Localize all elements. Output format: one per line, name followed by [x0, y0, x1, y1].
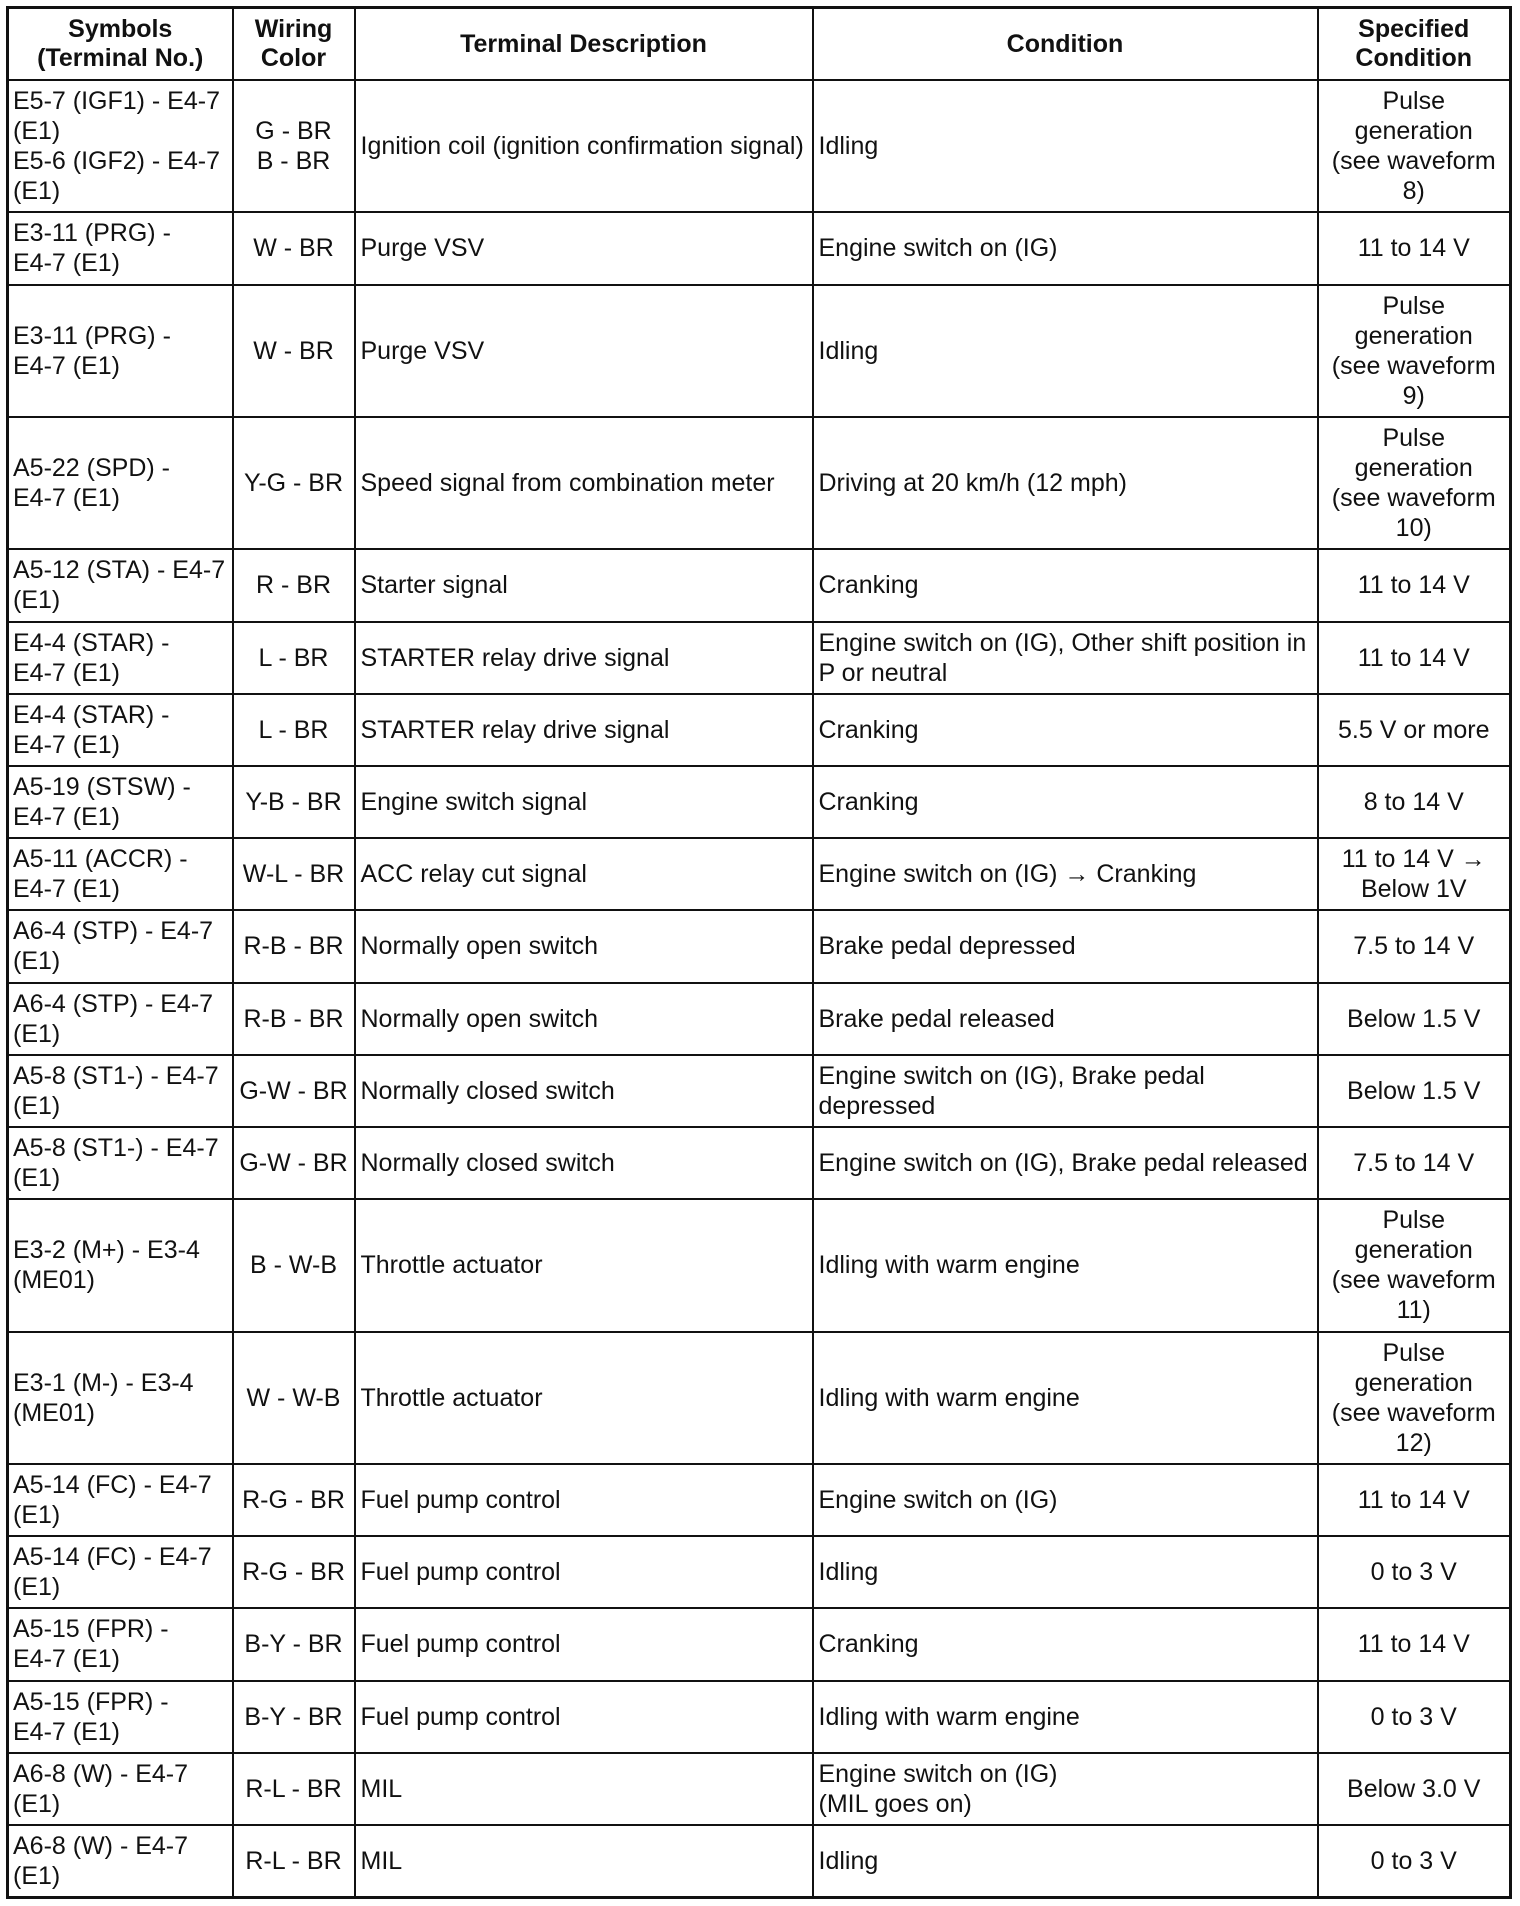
row-terminal-description: Normally open switch [355, 910, 813, 982]
table-row [8, 1753, 1511, 1825]
row-terminal-description: ACC relay cut signal [355, 838, 813, 910]
row-terminal-description: Throttle actuator [355, 1332, 813, 1464]
table-row [8, 80, 1511, 212]
row-symbol: A5-15 (FPR) - E4-7 (E1) [8, 1608, 233, 1680]
row-wiring-color: B-Y - BR [233, 1608, 355, 1680]
row-wiring-color: G-W - BR [233, 1055, 355, 1127]
table-row [8, 1681, 1511, 1753]
row-specified-condition: 0 to 3 V [1318, 1536, 1511, 1608]
row-wiring-color: W - BR [233, 285, 355, 417]
row-wiring-color: G - BR B - BR [233, 80, 355, 212]
header-specified-condition: Specified Condition [1318, 8, 1511, 81]
header-wiring-color: Wiring Color [233, 8, 355, 81]
row-terminal-description: Purge VSV [355, 212, 813, 284]
row-wiring-color: B - W-B [233, 1199, 355, 1331]
row-symbol: A6-8 (W) - E4-7 (E1) [8, 1753, 233, 1825]
row-wiring-color: Y-B - BR [233, 766, 355, 838]
row-specified-condition: 11 to 14 V [1318, 549, 1511, 621]
row-condition: Engine switch on (IG), Brake pedal released [813, 1127, 1318, 1199]
row-wiring-color: R-G - BR [233, 1464, 355, 1536]
row-condition: Engine switch on (IG) → Cranking [813, 838, 1318, 910]
row-symbol: A5-8 (ST1-) - E4-7 (E1) [8, 1127, 233, 1199]
row-terminal-description: Fuel pump control [355, 1608, 813, 1680]
row-symbol: E5-7 (IGF1) - E4-7 (E1) E5-6 (IGF2) - E4-7 (E1) [8, 80, 233, 212]
row-wiring-color: W - BR [233, 212, 355, 284]
row-specified-condition: 11 to 14 V [1318, 212, 1511, 284]
row-condition: Engine switch on (IG), Brake pedal depressed [813, 1055, 1318, 1127]
row-specified-condition: 11 to 14 V [1318, 1608, 1511, 1680]
table-row [8, 766, 1511, 838]
row-wiring-color: L - BR [233, 694, 355, 766]
row-symbol: A5-22 (SPD) - E4-7 (E1) [8, 417, 233, 549]
table-row [8, 212, 1511, 284]
table-row [8, 285, 1511, 417]
row-symbol: A6-4 (STP) - E4-7 (E1) [8, 910, 233, 982]
row-specified-condition: Pulse generation (see waveform 10) [1318, 417, 1511, 549]
row-wiring-color: R - BR [233, 549, 355, 621]
row-condition: Engine switch on (IG) [813, 212, 1318, 284]
table-row [8, 838, 1511, 910]
row-terminal-description: Starter signal [355, 549, 813, 621]
row-wiring-color: Y-G - BR [233, 417, 355, 549]
row-terminal-description: Throttle actuator [355, 1199, 813, 1331]
row-terminal-description: Purge VSV [355, 285, 813, 417]
row-specified-condition: 7.5 to 14 V [1318, 910, 1511, 982]
header-terminal-description: Terminal Description [355, 8, 813, 81]
row-terminal-description: Ignition coil (ignition confirmation signal) [355, 80, 813, 212]
row-condition: Cranking [813, 549, 1318, 621]
row-specified-condition: Below 1.5 V [1318, 1055, 1511, 1127]
row-condition: Brake pedal released [813, 983, 1318, 1055]
row-condition: Idling [813, 1825, 1318, 1898]
row-symbol: A5-14 (FC) - E4-7 (E1) [8, 1464, 233, 1536]
row-terminal-description: STARTER relay drive signal [355, 622, 813, 694]
table-row [8, 694, 1511, 766]
row-wiring-color: R-G - BR [233, 1536, 355, 1608]
row-wiring-color: R-B - BR [233, 983, 355, 1055]
header-row [8, 8, 1511, 81]
table-row [8, 1199, 1511, 1331]
table-row [8, 417, 1511, 549]
table-row [8, 549, 1511, 621]
row-symbol: A5-14 (FC) - E4-7 (E1) [8, 1536, 233, 1608]
row-condition: Idling with warm engine [813, 1681, 1318, 1753]
row-specified-condition: 8 to 14 V [1318, 766, 1511, 838]
row-symbol: E3-11 (PRG) - E4-7 (E1) [8, 212, 233, 284]
row-symbol: A5-12 (STA) - E4-7 (E1) [8, 549, 233, 621]
row-condition: Cranking [813, 766, 1318, 838]
row-condition: Engine switch on (IG) [813, 1464, 1318, 1536]
row-wiring-color: L - BR [233, 622, 355, 694]
row-condition: Brake pedal depressed [813, 910, 1318, 982]
row-wiring-color: R-B - BR [233, 910, 355, 982]
row-condition: Idling with warm engine [813, 1199, 1318, 1331]
row-symbol: A5-11 (ACCR) - E4-7 (E1) [8, 838, 233, 910]
table-row [8, 983, 1511, 1055]
header-symbols: Symbols (Terminal No.) [8, 8, 233, 81]
row-condition: Idling with warm engine [813, 1332, 1318, 1464]
header-condition: Condition [813, 8, 1318, 81]
row-condition: Engine switch on (IG) (MIL goes on) [813, 1753, 1318, 1825]
row-symbol: A6-8 (W) - E4-7 (E1) [8, 1825, 233, 1898]
table-row [8, 1536, 1511, 1608]
row-specified-condition: Pulse generation (see waveform 8) [1318, 80, 1511, 212]
row-symbol: E4-4 (STAR) - E4-7 (E1) [8, 694, 233, 766]
row-terminal-description: Fuel pump control [355, 1536, 813, 1608]
row-symbol: A6-4 (STP) - E4-7 (E1) [8, 983, 233, 1055]
row-condition: Engine switch on (IG), Other shift position in P or neutral [813, 622, 1318, 694]
row-symbol: E3-11 (PRG) - E4-7 (E1) [8, 285, 233, 417]
row-symbol: A5-15 (FPR) - E4-7 (E1) [8, 1681, 233, 1753]
row-specified-condition: Below 1.5 V [1318, 983, 1511, 1055]
row-terminal-description: Normally closed switch [355, 1055, 813, 1127]
table-row [8, 910, 1511, 982]
row-wiring-color: R-L - BR [233, 1753, 355, 1825]
row-wiring-color: G-W - BR [233, 1127, 355, 1199]
table-row [8, 1464, 1511, 1536]
row-terminal-description: Fuel pump control [355, 1464, 813, 1536]
row-terminal-description: MIL [355, 1753, 813, 1825]
table-row [8, 1127, 1511, 1199]
row-condition: Idling [813, 1536, 1318, 1608]
table-row [8, 1608, 1511, 1680]
table-row [8, 1825, 1511, 1898]
row-specified-condition: 11 to 14 V → Below 1V [1318, 838, 1511, 910]
row-terminal-description: Fuel pump control [355, 1681, 813, 1753]
row-condition: Driving at 20 km/h (12 mph) [813, 417, 1318, 549]
row-symbol: E3-1 (M-) - E3-4 (ME01) [8, 1332, 233, 1464]
terminal-table-sheet [6, 6, 1509, 1899]
row-symbol: E3-2 (M+) - E3-4 (ME01) [8, 1199, 233, 1331]
row-specified-condition: 0 to 3 V [1318, 1825, 1511, 1898]
row-terminal-description: Speed signal from combination meter [355, 417, 813, 549]
row-specified-condition: 11 to 14 V [1318, 1464, 1511, 1536]
row-terminal-description: Normally closed switch [355, 1127, 813, 1199]
row-terminal-description: MIL [355, 1825, 813, 1898]
row-condition: Cranking [813, 694, 1318, 766]
row-wiring-color: R-L - BR [233, 1825, 355, 1898]
row-specified-condition: Below 3.0 V [1318, 1753, 1511, 1825]
row-symbol: E4-4 (STAR) - E4-7 (E1) [8, 622, 233, 694]
row-condition: Idling [813, 80, 1318, 212]
row-wiring-color: W - W-B [233, 1332, 355, 1464]
row-wiring-color: W-L - BR [233, 838, 355, 910]
terminal-table [6, 6, 1512, 1899]
table-row [8, 1055, 1511, 1127]
row-specified-condition: 7.5 to 14 V [1318, 1127, 1511, 1199]
row-specified-condition: Pulse generation (see waveform 12) [1318, 1332, 1511, 1464]
row-specified-condition: 5.5 V or more [1318, 694, 1511, 766]
table-row [8, 1332, 1511, 1464]
row-wiring-color: B-Y - BR [233, 1681, 355, 1753]
row-terminal-description: Engine switch signal [355, 766, 813, 838]
row-specified-condition: Pulse generation (see waveform 11) [1318, 1199, 1511, 1331]
row-terminal-description: Normally open switch [355, 983, 813, 1055]
row-condition: Cranking [813, 1608, 1318, 1680]
row-symbol: A5-19 (STSW) - E4-7 (E1) [8, 766, 233, 838]
row-specified-condition: Pulse generation (see waveform 9) [1318, 285, 1511, 417]
table-row [8, 622, 1511, 694]
row-specified-condition: 0 to 3 V [1318, 1681, 1511, 1753]
row-symbol: A5-8 (ST1-) - E4-7 (E1) [8, 1055, 233, 1127]
row-terminal-description: STARTER relay drive signal [355, 694, 813, 766]
row-specified-condition: 11 to 14 V [1318, 622, 1511, 694]
row-condition: Idling [813, 285, 1318, 417]
